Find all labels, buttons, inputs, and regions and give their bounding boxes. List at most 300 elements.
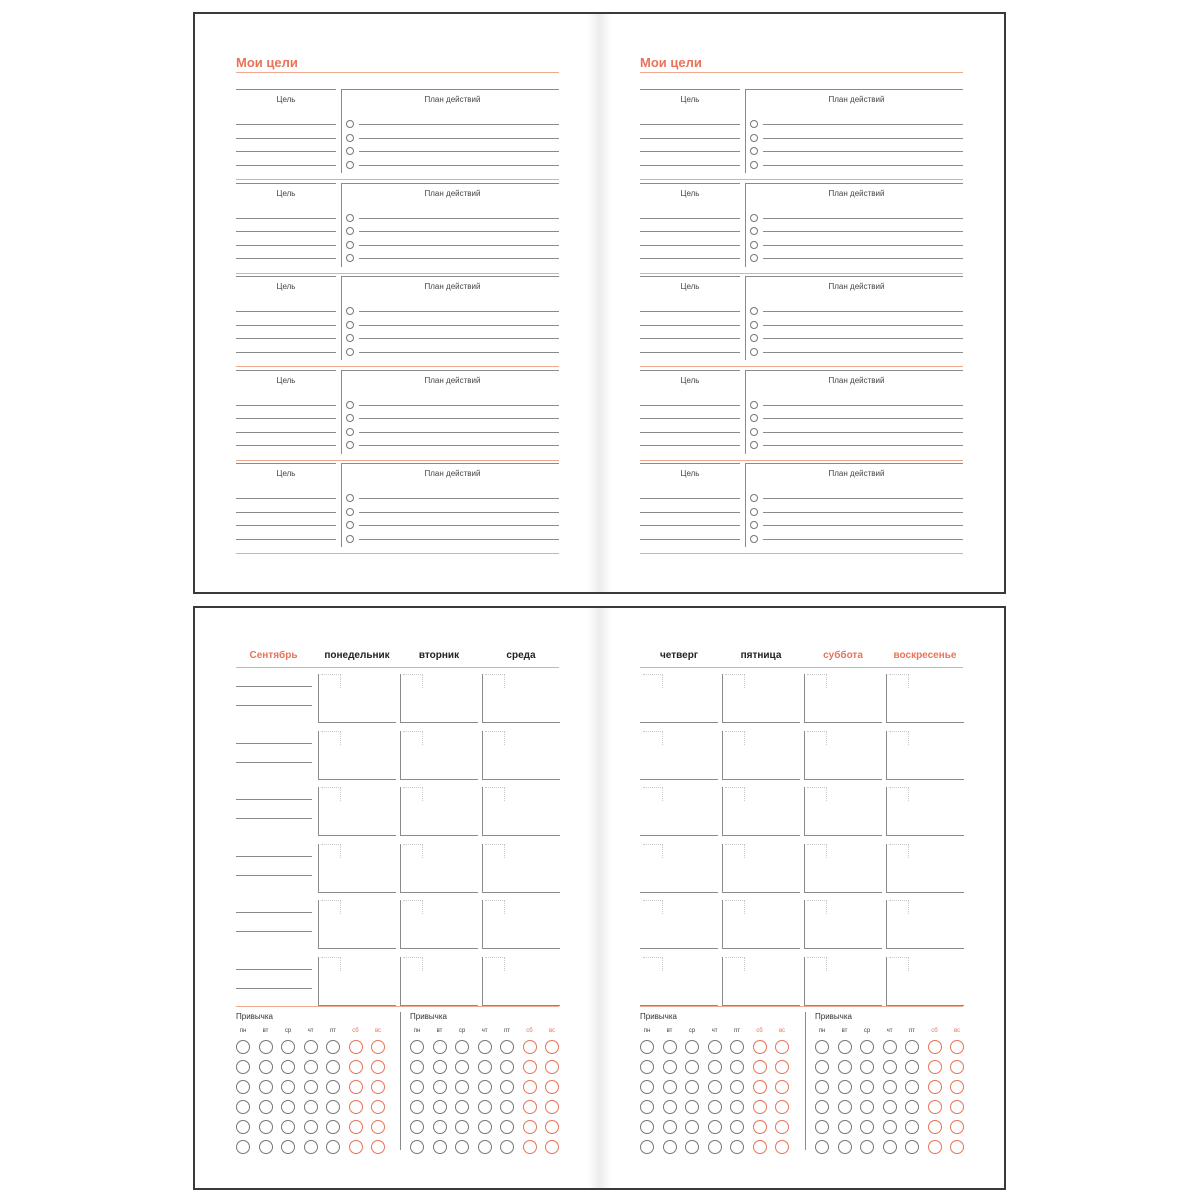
habit-circle[interactable]	[753, 1140, 767, 1154]
habit-circle[interactable]	[685, 1040, 699, 1054]
habit-circle[interactable]	[455, 1060, 469, 1074]
notes-line[interactable]	[236, 969, 312, 970]
habit-circle[interactable]	[838, 1100, 852, 1114]
habit-circle[interactable]	[410, 1120, 424, 1134]
habit-circle[interactable]	[304, 1140, 318, 1154]
habit-circle[interactable]	[883, 1100, 897, 1114]
habit-circle[interactable]	[478, 1120, 492, 1134]
habit-circle[interactable]	[815, 1080, 829, 1094]
date-box[interactable]	[403, 844, 423, 858]
notes-line[interactable]	[236, 799, 312, 800]
date-box[interactable]	[321, 674, 341, 688]
plan-write-line[interactable]	[763, 512, 963, 513]
habit-circle[interactable]	[685, 1120, 699, 1134]
plan-write-line[interactable]	[763, 311, 963, 312]
habit-circle[interactable]	[708, 1080, 722, 1094]
habit-circle[interactable]	[545, 1100, 559, 1114]
habit-circle[interactable]	[928, 1140, 942, 1154]
date-box[interactable]	[643, 844, 663, 858]
date-box[interactable]	[643, 957, 663, 971]
date-box[interactable]	[485, 731, 505, 745]
checkbox-circle[interactable]	[750, 401, 758, 409]
habit-circle[interactable]	[928, 1080, 942, 1094]
checkbox-circle[interactable]	[750, 161, 758, 169]
goal-write-line[interactable]	[236, 405, 336, 406]
habit-circle[interactable]	[410, 1140, 424, 1154]
habit-circle[interactable]	[455, 1080, 469, 1094]
habit-circle[interactable]	[236, 1100, 250, 1114]
habit-circle[interactable]	[281, 1120, 295, 1134]
habit-circle[interactable]	[928, 1040, 942, 1054]
habit-circle[interactable]	[304, 1080, 318, 1094]
habit-circle[interactable]	[730, 1060, 744, 1074]
checkbox-circle[interactable]	[750, 348, 758, 356]
date-box[interactable]	[889, 844, 909, 858]
plan-write-line[interactable]	[359, 151, 559, 152]
goal-write-line[interactable]	[640, 231, 740, 232]
plan-write-line[interactable]	[763, 245, 963, 246]
habit-circle[interactable]	[433, 1120, 447, 1134]
habit-circle[interactable]	[236, 1120, 250, 1134]
habit-circle[interactable]	[905, 1040, 919, 1054]
habit-circle[interactable]	[640, 1060, 654, 1074]
notes-line[interactable]	[236, 875, 312, 876]
checkbox-circle[interactable]	[750, 441, 758, 449]
habit-circle[interactable]	[815, 1100, 829, 1114]
goal-write-line[interactable]	[640, 418, 740, 419]
goal-write-line[interactable]	[236, 231, 336, 232]
habit-circle[interactable]	[410, 1060, 424, 1074]
habit-circle[interactable]	[410, 1080, 424, 1094]
habit-circle[interactable]	[640, 1120, 654, 1134]
plan-write-line[interactable]	[359, 405, 559, 406]
notes-line[interactable]	[236, 931, 312, 932]
goal-write-line[interactable]	[640, 218, 740, 219]
checkbox-circle[interactable]	[750, 508, 758, 516]
habit-circle[interactable]	[281, 1080, 295, 1094]
goal-write-line[interactable]	[236, 138, 336, 139]
habit-circle[interactable]	[753, 1100, 767, 1114]
habit-circle[interactable]	[685, 1100, 699, 1114]
habit-circle[interactable]	[815, 1120, 829, 1134]
goal-write-line[interactable]	[640, 352, 740, 353]
habit-circle[interactable]	[371, 1040, 385, 1054]
habit-circle[interactable]	[883, 1080, 897, 1094]
habit-circle[interactable]	[640, 1080, 654, 1094]
goal-write-line[interactable]	[236, 445, 336, 446]
habit-circle[interactable]	[349, 1060, 363, 1074]
goal-write-line[interactable]	[640, 245, 740, 246]
goal-write-line[interactable]	[640, 165, 740, 166]
habit-circle[interactable]	[545, 1060, 559, 1074]
date-box[interactable]	[889, 957, 909, 971]
date-box[interactable]	[485, 844, 505, 858]
checkbox-circle[interactable]	[750, 494, 758, 502]
habit-circle[interactable]	[500, 1100, 514, 1114]
habit-circle[interactable]	[304, 1060, 318, 1074]
habit-circle[interactable]	[304, 1040, 318, 1054]
habit-circle[interactable]	[410, 1040, 424, 1054]
checkbox-circle[interactable]	[346, 241, 354, 249]
habit-circle[interactable]	[259, 1040, 273, 1054]
goal-write-line[interactable]	[236, 432, 336, 433]
plan-write-line[interactable]	[763, 405, 963, 406]
checkbox-circle[interactable]	[346, 321, 354, 329]
checkbox-circle[interactable]	[346, 307, 354, 315]
habit-circle[interactable]	[478, 1100, 492, 1114]
habit-circle[interactable]	[640, 1100, 654, 1114]
date-box[interactable]	[725, 731, 745, 745]
habit-circle[interactable]	[860, 1040, 874, 1054]
date-box[interactable]	[725, 674, 745, 688]
habit-circle[interactable]	[775, 1060, 789, 1074]
date-box[interactable]	[889, 787, 909, 801]
habit-circle[interactable]	[860, 1100, 874, 1114]
habit-circle[interactable]	[281, 1040, 295, 1054]
date-box[interactable]	[725, 900, 745, 914]
habit-circle[interactable]	[905, 1140, 919, 1154]
goal-write-line[interactable]	[236, 245, 336, 246]
plan-write-line[interactable]	[359, 539, 559, 540]
habit-circle[interactable]	[775, 1140, 789, 1154]
habit-circle[interactable]	[730, 1120, 744, 1134]
date-box[interactable]	[807, 900, 827, 914]
habit-circle[interactable]	[326, 1040, 340, 1054]
checkbox-circle[interactable]	[750, 428, 758, 436]
plan-write-line[interactable]	[359, 432, 559, 433]
plan-write-line[interactable]	[359, 525, 559, 526]
plan-write-line[interactable]	[359, 512, 559, 513]
habit-circle[interactable]	[455, 1120, 469, 1134]
habit-circle[interactable]	[545, 1040, 559, 1054]
habit-circle[interactable]	[708, 1040, 722, 1054]
habit-circle[interactable]	[433, 1040, 447, 1054]
notes-line[interactable]	[236, 762, 312, 763]
date-box[interactable]	[403, 957, 423, 971]
habit-circle[interactable]	[815, 1140, 829, 1154]
notes-line[interactable]	[236, 818, 312, 819]
plan-write-line[interactable]	[763, 231, 963, 232]
goal-write-line[interactable]	[640, 405, 740, 406]
checkbox-circle[interactable]	[346, 414, 354, 422]
habit-circle[interactable]	[928, 1120, 942, 1134]
plan-write-line[interactable]	[763, 325, 963, 326]
habit-circle[interactable]	[326, 1080, 340, 1094]
goal-write-line[interactable]	[640, 151, 740, 152]
goal-write-line[interactable]	[236, 418, 336, 419]
plan-write-line[interactable]	[359, 498, 559, 499]
checkbox-circle[interactable]	[346, 227, 354, 235]
plan-write-line[interactable]	[359, 218, 559, 219]
date-box[interactable]	[643, 900, 663, 914]
habit-circle[interactable]	[236, 1080, 250, 1094]
habit-circle[interactable]	[860, 1080, 874, 1094]
plan-write-line[interactable]	[359, 325, 559, 326]
habit-circle[interactable]	[753, 1060, 767, 1074]
habit-circle[interactable]	[730, 1080, 744, 1094]
habit-circle[interactable]	[883, 1060, 897, 1074]
checkbox-circle[interactable]	[346, 254, 354, 262]
habit-circle[interactable]	[349, 1140, 363, 1154]
plan-write-line[interactable]	[763, 445, 963, 446]
plan-write-line[interactable]	[359, 124, 559, 125]
date-box[interactable]	[403, 787, 423, 801]
date-box[interactable]	[321, 731, 341, 745]
checkbox-circle[interactable]	[750, 214, 758, 222]
habit-circle[interactable]	[545, 1140, 559, 1154]
checkbox-circle[interactable]	[346, 521, 354, 529]
habit-circle[interactable]	[455, 1100, 469, 1114]
habit-circle[interactable]	[326, 1100, 340, 1114]
goal-write-line[interactable]	[236, 218, 336, 219]
checkbox-circle[interactable]	[750, 227, 758, 235]
habit-circle[interactable]	[478, 1060, 492, 1074]
habit-circle[interactable]	[860, 1120, 874, 1134]
plan-write-line[interactable]	[763, 151, 963, 152]
habit-circle[interactable]	[708, 1100, 722, 1114]
date-box[interactable]	[725, 957, 745, 971]
plan-write-line[interactable]	[359, 445, 559, 446]
goal-write-line[interactable]	[236, 325, 336, 326]
goal-write-line[interactable]	[640, 338, 740, 339]
habit-circle[interactable]	[433, 1100, 447, 1114]
habit-circle[interactable]	[455, 1140, 469, 1154]
notes-line[interactable]	[236, 988, 312, 989]
habit-circle[interactable]	[236, 1060, 250, 1074]
checkbox-circle[interactable]	[750, 254, 758, 262]
date-box[interactable]	[643, 787, 663, 801]
checkbox-circle[interactable]	[750, 120, 758, 128]
habit-circle[interactable]	[838, 1040, 852, 1054]
habit-circle[interactable]	[860, 1140, 874, 1154]
plan-write-line[interactable]	[763, 218, 963, 219]
checkbox-circle[interactable]	[346, 120, 354, 128]
checkbox-circle[interactable]	[750, 414, 758, 422]
habit-circle[interactable]	[500, 1060, 514, 1074]
habit-circle[interactable]	[500, 1080, 514, 1094]
habit-circle[interactable]	[500, 1120, 514, 1134]
checkbox-circle[interactable]	[346, 214, 354, 222]
habit-circle[interactable]	[455, 1040, 469, 1054]
habit-circle[interactable]	[523, 1140, 537, 1154]
habit-circle[interactable]	[326, 1120, 340, 1134]
plan-write-line[interactable]	[763, 498, 963, 499]
goal-write-line[interactable]	[236, 512, 336, 513]
habit-circle[interactable]	[500, 1140, 514, 1154]
habit-circle[interactable]	[730, 1100, 744, 1114]
habit-circle[interactable]	[523, 1120, 537, 1134]
habit-circle[interactable]	[349, 1080, 363, 1094]
notes-line[interactable]	[236, 856, 312, 857]
checkbox-circle[interactable]	[750, 134, 758, 142]
habit-circle[interactable]	[883, 1140, 897, 1154]
habit-circle[interactable]	[708, 1060, 722, 1074]
habit-circle[interactable]	[371, 1060, 385, 1074]
goal-write-line[interactable]	[640, 445, 740, 446]
habit-circle[interactable]	[349, 1120, 363, 1134]
habit-circle[interactable]	[860, 1060, 874, 1074]
goal-write-line[interactable]	[236, 124, 336, 125]
habit-circle[interactable]	[259, 1120, 273, 1134]
habit-circle[interactable]	[950, 1060, 964, 1074]
habit-circle[interactable]	[950, 1120, 964, 1134]
habit-circle[interactable]	[545, 1120, 559, 1134]
date-box[interactable]	[725, 844, 745, 858]
checkbox-circle[interactable]	[750, 334, 758, 342]
habit-circle[interactable]	[663, 1040, 677, 1054]
habit-circle[interactable]	[523, 1100, 537, 1114]
habit-circle[interactable]	[838, 1080, 852, 1094]
habit-circle[interactable]	[838, 1060, 852, 1074]
habit-circle[interactable]	[928, 1100, 942, 1114]
goal-write-line[interactable]	[640, 311, 740, 312]
goal-write-line[interactable]	[236, 258, 336, 259]
date-box[interactable]	[807, 957, 827, 971]
habit-circle[interactable]	[905, 1100, 919, 1114]
habit-circle[interactable]	[685, 1140, 699, 1154]
goal-write-line[interactable]	[236, 338, 336, 339]
goal-write-line[interactable]	[640, 498, 740, 499]
date-box[interactable]	[889, 900, 909, 914]
plan-write-line[interactable]	[763, 258, 963, 259]
habit-circle[interactable]	[775, 1040, 789, 1054]
goal-write-line[interactable]	[640, 512, 740, 513]
habit-circle[interactable]	[775, 1120, 789, 1134]
habit-circle[interactable]	[815, 1040, 829, 1054]
habit-circle[interactable]	[545, 1080, 559, 1094]
habit-circle[interactable]	[685, 1080, 699, 1094]
habit-circle[interactable]	[685, 1060, 699, 1074]
notes-line[interactable]	[236, 705, 312, 706]
habit-circle[interactable]	[838, 1140, 852, 1154]
habit-circle[interactable]	[663, 1120, 677, 1134]
habit-circle[interactable]	[349, 1100, 363, 1114]
habit-circle[interactable]	[905, 1080, 919, 1094]
goal-write-line[interactable]	[236, 539, 336, 540]
habit-circle[interactable]	[950, 1100, 964, 1114]
plan-write-line[interactable]	[359, 258, 559, 259]
habit-circle[interactable]	[281, 1100, 295, 1114]
habit-circle[interactable]	[730, 1040, 744, 1054]
habit-circle[interactable]	[371, 1100, 385, 1114]
goal-write-line[interactable]	[236, 165, 336, 166]
goal-write-line[interactable]	[640, 539, 740, 540]
checkbox-circle[interactable]	[750, 321, 758, 329]
habit-circle[interactable]	[730, 1140, 744, 1154]
goal-write-line[interactable]	[640, 525, 740, 526]
checkbox-circle[interactable]	[750, 307, 758, 315]
checkbox-circle[interactable]	[346, 348, 354, 356]
date-box[interactable]	[321, 900, 341, 914]
habit-circle[interactable]	[523, 1060, 537, 1074]
date-box[interactable]	[403, 674, 423, 688]
habit-circle[interactable]	[753, 1040, 767, 1054]
habit-circle[interactable]	[410, 1100, 424, 1114]
habit-circle[interactable]	[433, 1080, 447, 1094]
habit-circle[interactable]	[259, 1080, 273, 1094]
checkbox-circle[interactable]	[346, 161, 354, 169]
habit-circle[interactable]	[640, 1040, 654, 1054]
habit-circle[interactable]	[349, 1040, 363, 1054]
habit-circle[interactable]	[905, 1120, 919, 1134]
habit-circle[interactable]	[371, 1080, 385, 1094]
goal-write-line[interactable]	[640, 258, 740, 259]
habit-circle[interactable]	[236, 1040, 250, 1054]
habit-circle[interactable]	[753, 1120, 767, 1134]
checkbox-circle[interactable]	[346, 428, 354, 436]
checkbox-circle[interactable]	[750, 535, 758, 543]
checkbox-circle[interactable]	[346, 134, 354, 142]
plan-write-line[interactable]	[359, 231, 559, 232]
habit-circle[interactable]	[950, 1080, 964, 1094]
goal-write-line[interactable]	[236, 525, 336, 526]
habit-circle[interactable]	[905, 1060, 919, 1074]
habit-circle[interactable]	[281, 1140, 295, 1154]
habit-circle[interactable]	[478, 1080, 492, 1094]
habit-circle[interactable]	[775, 1100, 789, 1114]
plan-write-line[interactable]	[763, 539, 963, 540]
habit-circle[interactable]	[815, 1060, 829, 1074]
plan-write-line[interactable]	[763, 525, 963, 526]
date-box[interactable]	[807, 787, 827, 801]
checkbox-circle[interactable]	[346, 494, 354, 502]
habit-circle[interactable]	[663, 1080, 677, 1094]
checkbox-circle[interactable]	[346, 401, 354, 409]
date-box[interactable]	[485, 674, 505, 688]
checkbox-circle[interactable]	[750, 241, 758, 249]
date-box[interactable]	[485, 787, 505, 801]
habit-circle[interactable]	[304, 1100, 318, 1114]
habit-circle[interactable]	[753, 1080, 767, 1094]
plan-write-line[interactable]	[763, 352, 963, 353]
habit-circle[interactable]	[663, 1140, 677, 1154]
habit-circle[interactable]	[663, 1060, 677, 1074]
goal-write-line[interactable]	[236, 498, 336, 499]
date-box[interactable]	[807, 674, 827, 688]
goal-write-line[interactable]	[640, 138, 740, 139]
date-box[interactable]	[725, 787, 745, 801]
habit-circle[interactable]	[326, 1140, 340, 1154]
habit-circle[interactable]	[433, 1060, 447, 1074]
habit-circle[interactable]	[304, 1120, 318, 1134]
habit-circle[interactable]	[523, 1040, 537, 1054]
plan-write-line[interactable]	[359, 138, 559, 139]
checkbox-circle[interactable]	[750, 521, 758, 529]
habit-circle[interactable]	[950, 1040, 964, 1054]
plan-write-line[interactable]	[763, 432, 963, 433]
goal-write-line[interactable]	[236, 151, 336, 152]
checkbox-circle[interactable]	[346, 441, 354, 449]
plan-write-line[interactable]	[359, 352, 559, 353]
goal-write-line[interactable]	[640, 124, 740, 125]
date-box[interactable]	[807, 731, 827, 745]
date-box[interactable]	[643, 674, 663, 688]
date-box[interactable]	[321, 787, 341, 801]
habit-circle[interactable]	[838, 1120, 852, 1134]
habit-circle[interactable]	[259, 1060, 273, 1074]
plan-write-line[interactable]	[763, 165, 963, 166]
habit-circle[interactable]	[928, 1060, 942, 1074]
habit-circle[interactable]	[708, 1120, 722, 1134]
plan-write-line[interactable]	[359, 245, 559, 246]
plan-write-line[interactable]	[763, 124, 963, 125]
habit-circle[interactable]	[236, 1140, 250, 1154]
habit-circle[interactable]	[500, 1040, 514, 1054]
goal-write-line[interactable]	[236, 352, 336, 353]
date-box[interactable]	[485, 957, 505, 971]
checkbox-circle[interactable]	[750, 147, 758, 155]
plan-write-line[interactable]	[763, 418, 963, 419]
